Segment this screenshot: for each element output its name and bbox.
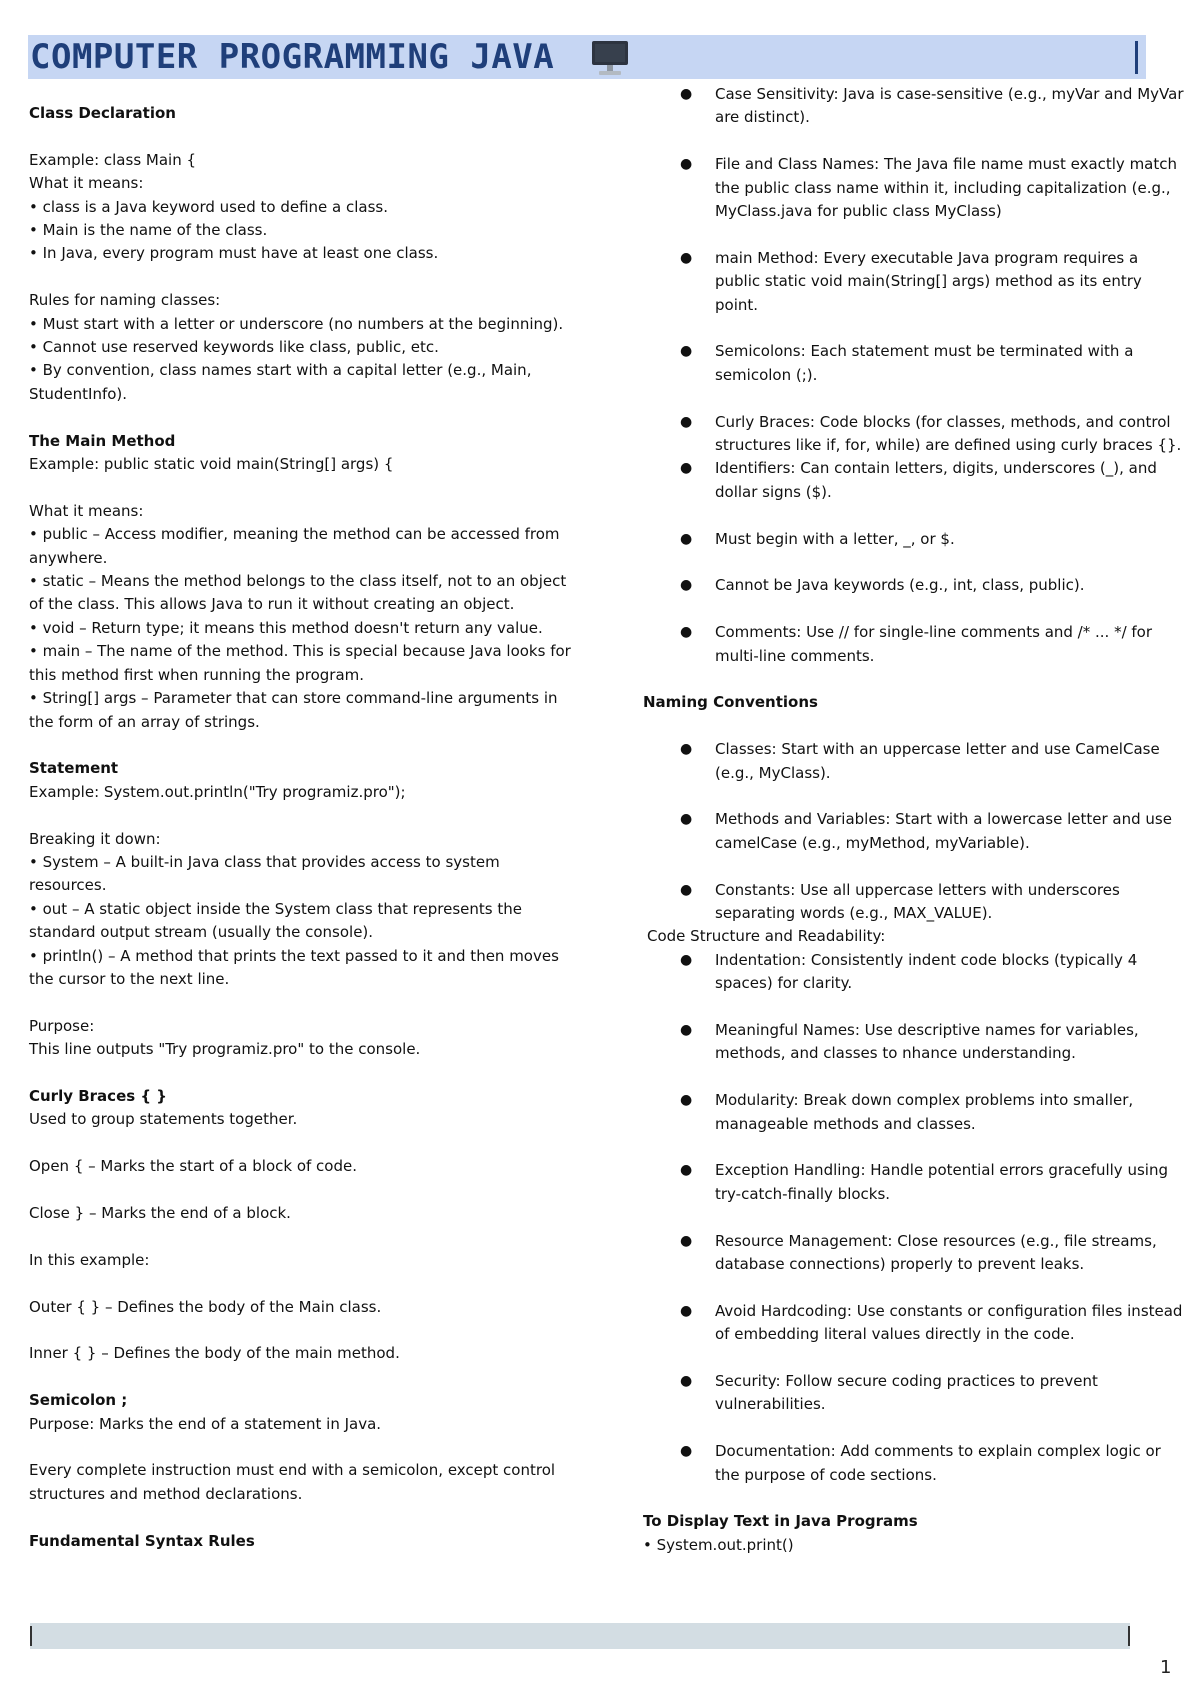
footer-cursor-right <box>1128 1626 1130 1646</box>
bullet-icon: ● <box>680 1232 693 1249</box>
class-declaration-heading: Class Declaration <box>29 104 176 122</box>
bullet-icon: ● <box>680 1022 693 1039</box>
code-structure-item: ● Modularity: Break down complex problems into smaller, manageable methods and classes. <box>680 1091 1134 1133</box>
naming-rules-label: Rules for naming classes: <box>29 291 221 310</box>
main-bullet: • void – Return type; it means this method doesn't return any value. <box>29 618 543 637</box>
syntax-rule-item: ● Must begin with a letter, _, or $. <box>643 528 1188 551</box>
syntax-rule-item: ● main Method: Every executable Java program requires a public static void main(String[] args) method as its entry point. <box>680 248 1142 314</box>
page-number: 1 <box>1160 1657 1172 1678</box>
bullet-icon: ● <box>680 249 693 266</box>
statement-heading: Statement <box>29 759 119 778</box>
code-structure-item: ● Meaningful Names: Use descriptive names for variables, methods, and classes to nhance understanding. <box>680 1021 1139 1063</box>
bullet-icon: ● <box>680 1443 693 1460</box>
braces-used: Used to group statements together. <box>29 1110 298 1129</box>
display-text-heading: To Display Text in Java Programs <box>643 1512 918 1531</box>
bullet-icon: ● <box>680 1302 693 1319</box>
main-what-it-means: What it means: <box>29 501 144 520</box>
class-what-it-means: What it means: <box>29 174 144 193</box>
statement-bullet: • System – A built-in Java class that provides access to system resources. <box>29 852 500 895</box>
bullet-icon: ● <box>680 881 693 898</box>
syntax-rule-item: ● Cannot be Java keywords (e.g., int, class, public). <box>643 574 1188 597</box>
syntax-rule-item: ● Comments: Use // for single-line comments and /* ... */ for multi-line comments. <box>680 623 1153 665</box>
naming-conventions-heading: Naming Conventions <box>643 693 818 712</box>
class-bullet: • In Java, every program must have at least one class. <box>29 244 439 263</box>
bullet-icon: ● <box>680 530 693 547</box>
bullet-icon: ● <box>680 811 693 828</box>
semicolon-heading: Semicolon ; <box>29 1391 128 1410</box>
desktop-computer-icon <box>590 38 630 78</box>
fundamental-syntax-heading: Fundamental Syntax Rules <box>29 1531 255 1550</box>
syntax-rule-item: ● Identifiers: Can contain letters, digits, underscores (_), and dollar signs ($). <box>680 459 1157 501</box>
naming-item: ● Constants: Use all uppercase letters with underscores separating words (e.g., MAX_VALUE). <box>680 880 1120 923</box>
class-bullet: • class is a Java keyword used to define a class. <box>29 197 389 216</box>
main-bullet: • public – Access modifier, meaning the method can be accessed from anywhere. <box>29 525 560 567</box>
curly-braces-heading: Curly Braces { } <box>29 1086 167 1105</box>
bullet-icon: ● <box>680 156 693 173</box>
main-bullet: • String[] args – Parameter that can store command-line arguments in the form of an array of strings. <box>29 689 558 731</box>
code-structure-item: ● Security: Follow secure coding practices to prevent vulnerabilities. <box>680 1372 1098 1414</box>
code-structure-item: ● Resource Management: Close resources (e.g., file streams, database connections) properly to prevent leaks. <box>680 1231 1157 1274</box>
semicolon-every: Every complete instruction must end with a semicolon, except control structures and method declarations. <box>29 1461 556 1503</box>
syntax-rule-item: ● Curly Braces: Code blocks (for classes, methods, and control structures like if, for, while) are defined using curly braces {}. <box>680 412 1182 455</box>
bullet-icon: ● <box>680 577 693 594</box>
syntax-rule-item: ● Semicolons: Each statement must be terminated with a semicolon (;). <box>680 342 1134 384</box>
title-cursor <box>1135 41 1138 74</box>
main-bullet: • static – Means the method belongs to the class itself, not to an object of the class. This allows Java to run it without creating an object. <box>29 572 567 614</box>
class-bullet: • Main is the name of the class. <box>29 221 268 240</box>
syntax-rule-item: ● Case Sensitivity: Java is case-sensitive (e.g., myVar and MyVar are distinct). <box>680 85 1184 127</box>
bullet-icon: ● <box>680 1092 693 1109</box>
semicolon-purpose: Purpose: Marks the end of a statement in Java. <box>29 1414 382 1433</box>
code-structure-item: ● Documentation: Add comments to explain complex logic or the purpose of code sections. <box>680 1442 1161 1484</box>
syntax-rule-item: ● File and Class Names: The Java file name must exactly match the public class name within it, including capitalization (e.g., MyClass.java for public class MyClass) <box>680 155 1178 221</box>
bullet-icon: ● <box>680 741 693 758</box>
naming-item: ● Methods and Variables: Start with a lowercase letter and use camelCase (e.g., myMethod, myVariable). <box>680 810 1172 852</box>
bullet-icon: ● <box>680 343 693 360</box>
main-bullet: • main – The name of the method. This is special because Java looks for this method first when running the program. <box>29 642 571 684</box>
statement-bullet: • out – A static object inside the System class that represents the standard output stream (usually the console). <box>29 899 522 942</box>
code-structure-item: ● Indentation: Consistently indent code blocks (typically 4 spaces) for clarity. <box>680 950 1138 993</box>
code-structure-item: ● Exception Handling: Handle potential errors gracefully using try-catch-finally blocks. <box>680 1161 1168 1203</box>
display-text-item: • System.out.print() <box>643 1535 794 1554</box>
bullet-icon: ● <box>680 86 693 102</box>
left-column <box>29 102 574 1553</box>
bullet-icon: ● <box>680 413 693 430</box>
braces-open: Open { – Marks the start of a block of code. <box>29 1157 357 1176</box>
bullet-icon: ● <box>680 624 693 641</box>
code-structure-heading: Code Structure and Readability: <box>647 927 886 946</box>
bullet-icon: ● <box>680 951 693 968</box>
purpose-label: Purpose: <box>29 1016 95 1035</box>
bullet-icon: ● <box>680 1373 693 1390</box>
footer-cursor-left <box>30 1626 32 1646</box>
statement-bullet: • println() – A method that prints the text passed to it and then moves the cursor to the next line. <box>29 946 559 988</box>
main-method-example: Example: public static void main(String[] args) { <box>29 455 394 474</box>
footer-bar <box>30 1623 1130 1649</box>
braces-outer: Outer { } – Defines the body of the Main class. <box>29 1297 382 1316</box>
right-column <box>643 83 1188 1557</box>
main-method-heading: The Main Method <box>29 431 176 450</box>
bullet-icon: ● <box>680 460 693 477</box>
purpose-text: This line outputs "Try programiz.pro" to the console. <box>29 1040 421 1059</box>
class-example: Example: class Main { <box>29 150 197 169</box>
naming-rule: • Must start with a letter or underscore (no numbers at the beginning). <box>29 314 564 333</box>
naming-rule: • Cannot use reserved keywords like class, public, etc. <box>29 338 439 357</box>
braces-close: Close } – Marks the end of a block. <box>29 1203 291 1222</box>
naming-rule: • By convention, class names start with a capital letter (e.g., Main, StudentInfo). <box>29 361 532 403</box>
breaking-it-down: Breaking it down: <box>29 829 161 848</box>
page-title: COMPUTER PROGRAMMING JAVA <box>30 37 555 77</box>
bullet-icon: ● <box>680 1162 693 1179</box>
braces-example-label: In this example: <box>29 1250 150 1269</box>
braces-inner: Inner { } – Defines the body of the main method. <box>29 1344 400 1363</box>
code-structure-item: ● Avoid Hardcoding: Use constants or configuration files instead of embedding literal values directly in the code. <box>680 1301 1183 1344</box>
naming-item: ● Classes: Start with an uppercase letter and use CamelCase (e.g., MyClass). <box>680 740 1160 782</box>
statement-example: Example: System.out.println("Try programiz.pro"); <box>29 782 406 801</box>
